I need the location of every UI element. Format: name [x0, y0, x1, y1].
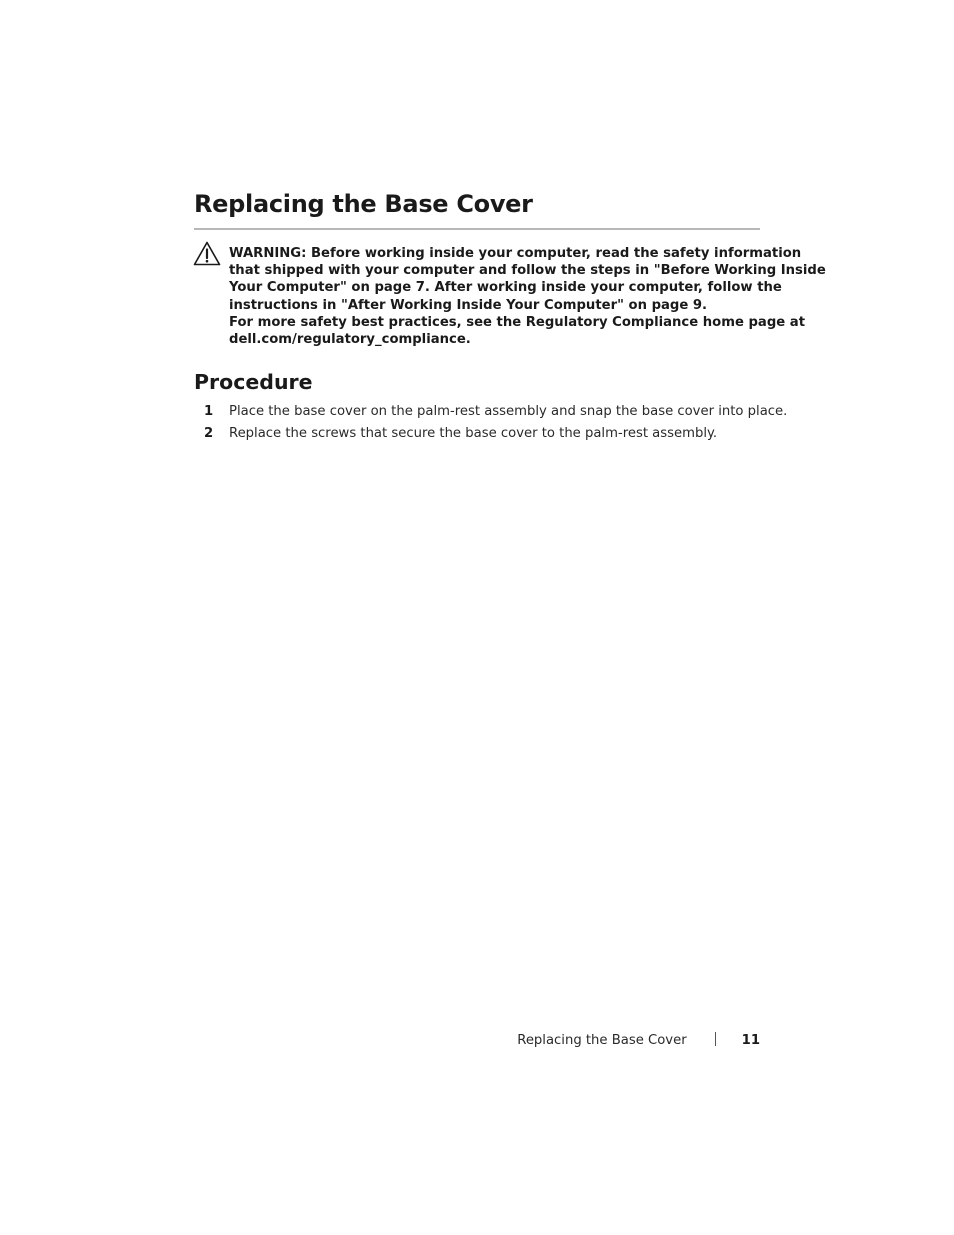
step-text: Replace the screws that secure the base cover to the palm-rest assembly.	[229, 426, 718, 441]
procedure-heading: Procedure	[194, 370, 313, 394]
warning-line: For more safety best practices, see the Regulatory Compliance home page at	[229, 314, 806, 330]
warning-line: instructions in "After Working Inside Your Computer" on page 9.	[229, 297, 708, 313]
warning-line: that shipped with your computer and follow the steps in "Before Working Inside	[229, 263, 826, 279]
page-title: Replacing the Base Cover	[194, 190, 533, 218]
page-footer	[517, 1032, 760, 1050]
footer-separator	[715, 1032, 716, 1046]
footer-section-title: Replacing the Base Cover	[517, 1033, 687, 1048]
warning-triangle-icon	[193, 241, 221, 266]
step-number: 2	[204, 426, 214, 441]
title-divider	[194, 228, 760, 230]
procedure-steps	[194, 403, 788, 447]
warning-line: WARNING: Before working inside your computer, read the safety information	[229, 246, 802, 261]
warning-line: Your Computer" on page 7. After working inside your computer, follow the	[229, 280, 782, 296]
page-number: 11	[741, 1033, 760, 1048]
procedure-step	[194, 403, 788, 425]
step-text: Place the base cover on the palm-rest assembly and snap the base cover into place.	[229, 404, 788, 419]
procedure-step	[194, 425, 774, 447]
warning-line: dell.com/regulatory_compliance.	[229, 332, 471, 348]
warning-notice	[229, 245, 826, 348]
step-number: 1	[204, 404, 214, 419]
